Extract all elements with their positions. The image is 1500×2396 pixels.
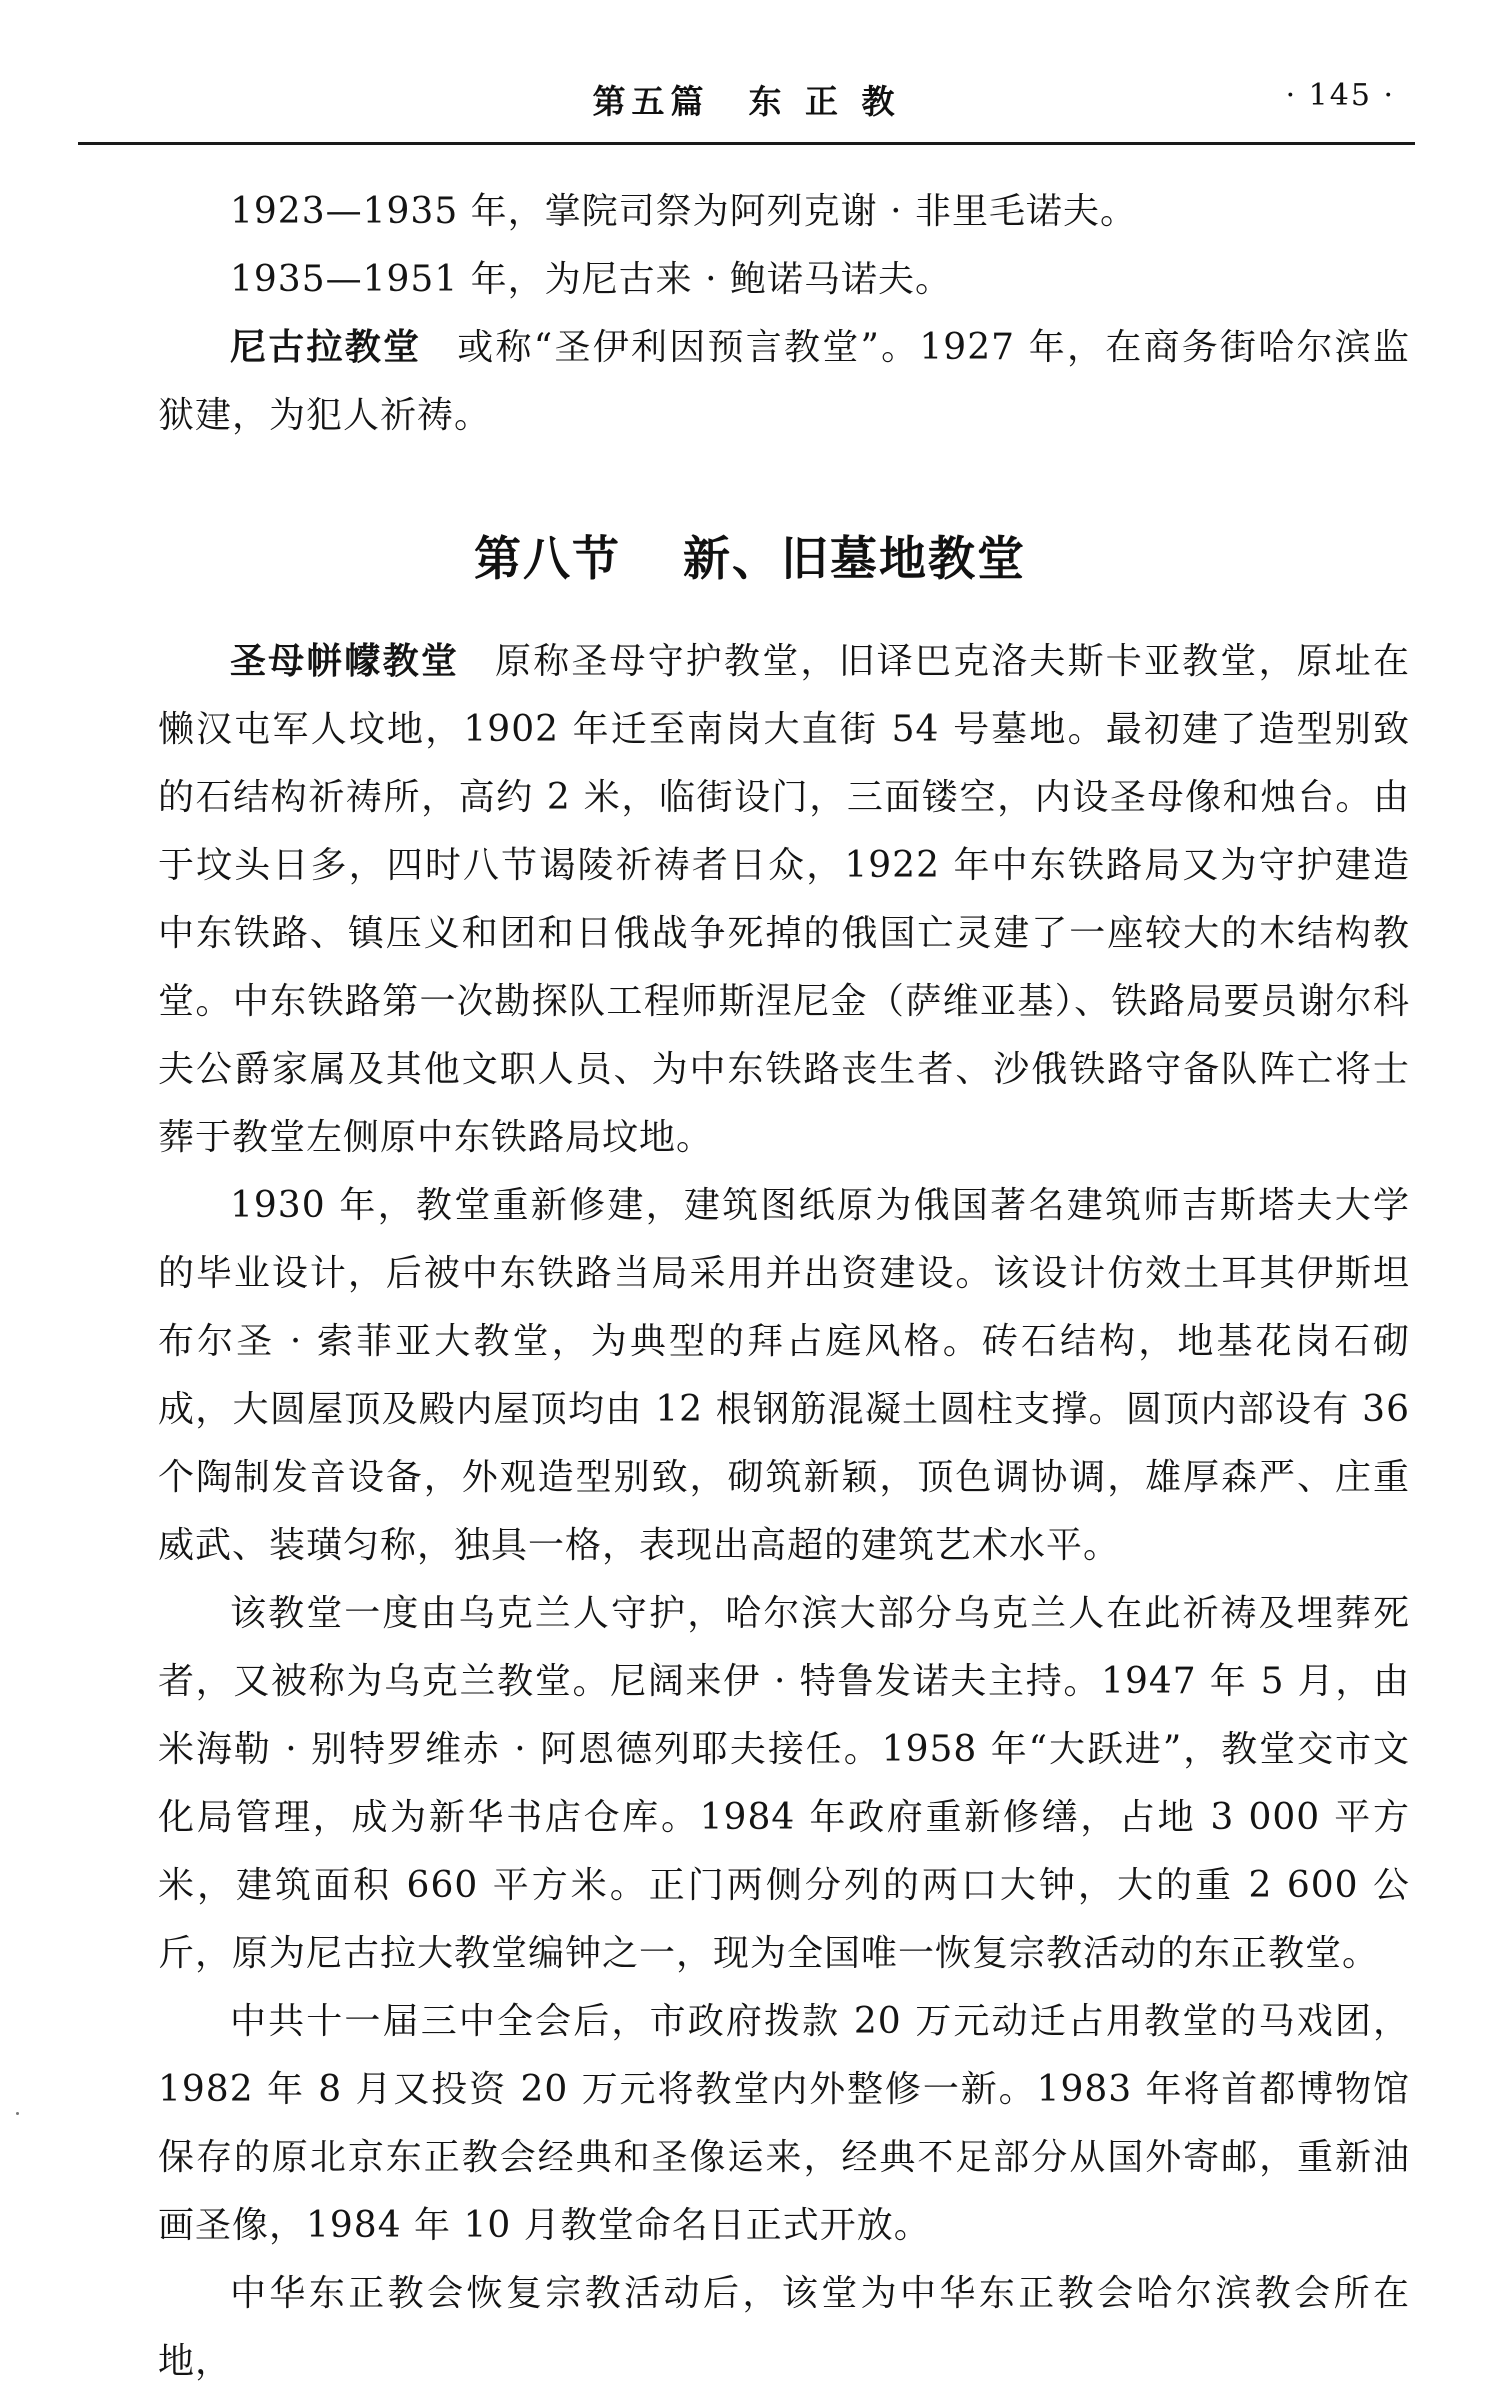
chapter-title: 第五篇 东 正 教 (592, 82, 901, 121)
paragraph-text: 或称“圣伊利因预言教堂”。1927 年，在商务街哈尔滨监狱建，为犯人祈祷。 (158, 327, 1410, 436)
top-text-block (158, 178, 1410, 450)
paragraph (158, 178, 1410, 246)
section-number: 第八节 (474, 532, 621, 587)
scan-speck (16, 2112, 19, 2115)
paragraph (158, 1988, 1410, 2260)
paragraph (158, 314, 1410, 450)
header-rule (78, 142, 1415, 145)
paragraph (158, 2260, 1410, 2396)
paragraph-text: 原称圣母守护教堂，旧译巴克洛夫斯卡亚教堂，原址在懒汉屯军人坟地，1902 年迁至南岗大直街 54 号墓地。最初建了造型别致的石结构祈祷所，高约 2 米，临街设门，三面镂空，内设圣母像和烛台。由于坟头日多，四时八节谒陵祈祷者日众，1922 年中东铁路局又为守护建造中东铁路、镇压义和团和日俄战争死掉的俄国亡灵建了一座较大的木结构教堂。中东铁路第一次勘探队工程师斯涅尼金（萨维亚基）、铁路局要员谢尔科夫公爵家属及其他文职人员、为中东铁路丧生者、沙俄铁路守备队阵亡将士葬于教堂左侧原中东铁路局坟地。 (158, 641, 1410, 1158)
entry-term: 尼古拉教堂 (230, 327, 422, 368)
paragraph (158, 1172, 1410, 1580)
paragraph-text: 该教堂一度由乌克兰人守护，哈尔滨大部分乌克兰人在此祈祷及埋葬死者，又被称为乌克兰教堂。尼阔来伊 · 特鲁发诺夫主持。1947 年 5 月，由米海勒 · 别特罗维赤 · 阿恩德列耶夫接任。1958 年“大跃进”，教堂交市文化局管理，成为新华书店仓库。1984 年政府重新修缮，占地 3 000 平方米，建筑面积 660 平方米。正门两侧分列的两口大钟，大的重 2 600 公斤，原为尼古拉大教堂编钟之一，现为全国唯一恢复宗教活动的东正教堂。 (158, 1593, 1410, 1974)
main-text-block (158, 628, 1410, 2396)
paragraph-text: 1930 年，教堂重新修建，建筑图纸原为俄国著名建筑师吉斯塔夫大学的毕业设计，后被中东铁路当局采用并出资建设。该设计仿效土耳其伊斯坦布尔圣 · 索菲亚大教堂，为典型的拜占庭风格。砖石结构，地基花岗石砌成，大圆屋顶及殿内屋顶均由 12 根钢筋混凝土圆柱支撑。圆顶内部设有 36 个陶制发音设备，外观造型别致，砌筑新颖，顶色调协调，雄厚森严、庄重威武、装璜匀称，独具一格，表现出高超的建筑艺术水平。 (158, 1185, 1410, 1566)
paragraph (158, 1580, 1410, 1988)
entry-term: 圣母帡幪教堂 (230, 641, 460, 682)
paragraph-text: 1923—1935 年，掌院司祭为阿列克谢 · 非里毛诺夫。 (230, 191, 1138, 232)
section-title: 新、旧墓地教堂 (683, 532, 1026, 587)
running-header (78, 72, 1415, 130)
paragraph-text: 中共十一届三中全会后，市政府拨款 20 万元动迁占用教堂的马戏团，1982 年 8 月又投资 20 万元将教堂内外整修一新。1983 年将首都博物馆保存的原北京东正教会经典和圣像运来，经典不足部分从国外寄邮，重新油画圣像，1984 年 10 月教堂命名日正式开放。 (158, 2001, 1410, 2246)
paragraph (158, 628, 1410, 1172)
paragraph-text: 中华东正教会恢复宗教活动后，该堂为中华东正教会哈尔滨教会所在地， (158, 2273, 1410, 2382)
paragraph-text: 1935—1951 年，为尼古来 · 鲍诺马诺夫。 (230, 259, 953, 300)
section-heading (0, 522, 1500, 589)
page-number: · 145 · (1285, 78, 1395, 113)
paragraph (158, 246, 1410, 314)
